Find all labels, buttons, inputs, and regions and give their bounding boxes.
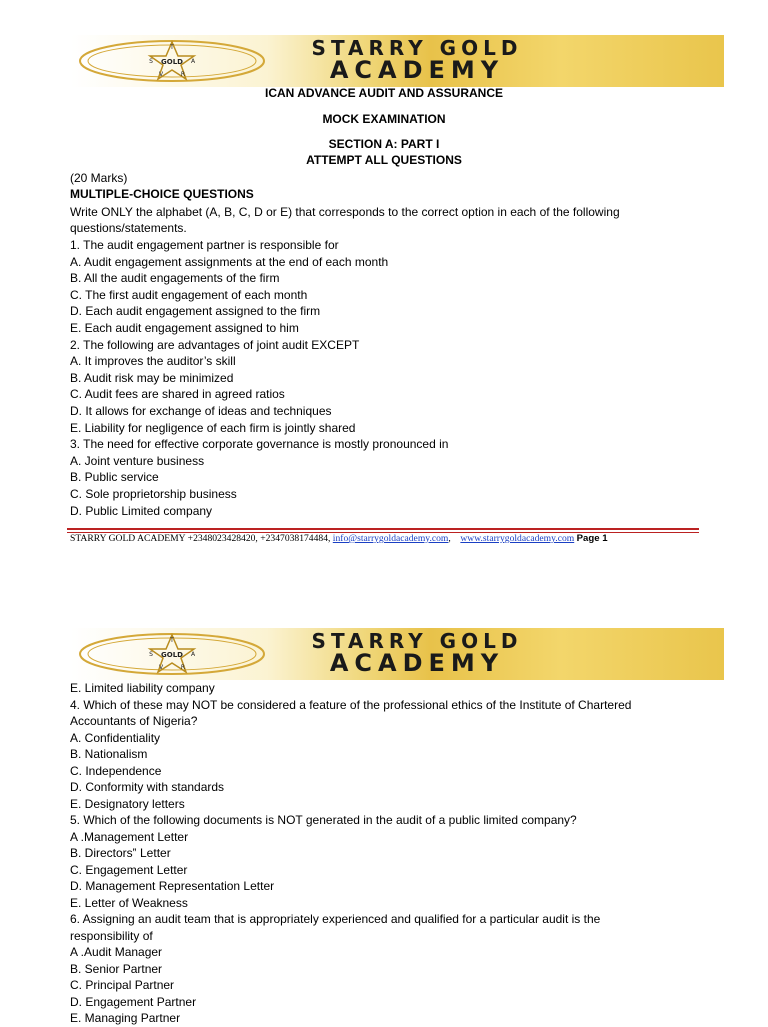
svg-text:GOLD: GOLD bbox=[161, 58, 183, 66]
footer-website-link[interactable]: www.starrygoldacademy.com bbox=[460, 533, 575, 544]
question-line: E. Designatory letters bbox=[70, 796, 185, 811]
question-line: D. Each audit engagement assigned to the firm bbox=[70, 304, 321, 319]
question-line: D. Engagement Partner bbox=[70, 994, 197, 1009]
intro-line-2: questions/statements. bbox=[70, 221, 187, 235]
question-line: E. Managing Partner bbox=[70, 1011, 181, 1025]
question-line: E. Each audit engagement assigned to him bbox=[70, 321, 299, 335]
svg-text:A: A bbox=[190, 651, 196, 658]
footer-email-link[interactable]: info@starrygoldacademy.com bbox=[332, 533, 449, 544]
question-line: A .Audit Manager bbox=[70, 945, 163, 959]
question-line: D. Public Limited company bbox=[70, 503, 213, 518]
question-line: C. Principal Partner bbox=[70, 978, 175, 992]
question-line: E. Letter of Weakness bbox=[70, 895, 188, 910]
question-line: B. Nationalism bbox=[70, 747, 148, 761]
footer-contact: STARRY GOLD ACADEMY +2348023428420, +2347038174484, bbox=[70, 533, 331, 544]
mcq-heading: MULTIPLE-CHOICE QUESTIONS bbox=[70, 187, 254, 201]
question-line: D. It allows for exchange of ideas and techniques bbox=[70, 404, 332, 418]
academy-banner bbox=[71, 35, 724, 87]
question-line: A .Management Letter bbox=[70, 829, 189, 844]
academy-name-line2: ACADEMY bbox=[329, 56, 505, 84]
question-line: D. Conformity with standards bbox=[70, 780, 225, 794]
question-line: A. Joint venture business bbox=[70, 453, 205, 468]
academy-name-line2: ACADEMY bbox=[329, 649, 505, 677]
question-line: 6. Assigning an audit team that is appropriately experienced and qualified for a particular audit is the bbox=[70, 912, 601, 926]
svg-text:S: S bbox=[149, 58, 153, 65]
svg-text:GOLD: GOLD bbox=[161, 651, 183, 659]
svg-text:R: R bbox=[180, 664, 186, 671]
page-footer bbox=[70, 533, 608, 544]
footer-divider bbox=[67, 528, 699, 530]
question-line: A. It improves the auditor’s skill bbox=[70, 354, 236, 369]
svg-text:T: T bbox=[170, 637, 174, 644]
svg-text:T: T bbox=[170, 44, 174, 51]
instruction-heading: ATTEMPT ALL QUESTIONS bbox=[306, 153, 462, 167]
svg-text:V: V bbox=[158, 664, 164, 671]
question-line: 2. The following are advantages of joint audit EXCEPT bbox=[70, 337, 360, 352]
question-line: C. The first audit engagement of each month bbox=[70, 287, 308, 302]
question-line: A. Audit engagement assignments at the end of each month bbox=[70, 254, 389, 269]
academy-name bbox=[267, 36, 567, 84]
svg-text:A: A bbox=[190, 58, 196, 65]
question-line: E. Limited liability company bbox=[70, 681, 215, 695]
question-line: responsibility of bbox=[70, 928, 153, 943]
question-line: B. Public service bbox=[70, 470, 159, 485]
question-line: C. Audit fees are shared in agreed ratios bbox=[70, 387, 285, 402]
question-line: Accountants of Nigeria? bbox=[70, 714, 198, 728]
question-line: 1. The audit engagement partner is responsible for bbox=[70, 238, 339, 252]
question-line: E. Liability for negligence of each firm is jointly shared bbox=[70, 420, 356, 435]
question-line: D. Management Representation Letter bbox=[70, 879, 275, 893]
academy-emblem-icon bbox=[77, 632, 267, 676]
question-line: B. All the audit engagements of the firm bbox=[70, 271, 280, 286]
question-line: A. Confidentiality bbox=[70, 730, 161, 745]
svg-text:S: S bbox=[149, 651, 153, 658]
question-line: B. Audit risk may be minimized bbox=[70, 370, 234, 385]
svg-text:V: V bbox=[158, 71, 164, 78]
page-number: Page 1 bbox=[576, 533, 608, 544]
academy-emblem-icon bbox=[77, 39, 267, 83]
academy-name-line1: STARRY GOLD bbox=[311, 36, 523, 60]
question-line: C. Sole proprietorship business bbox=[70, 487, 237, 501]
question-line: B. Senior Partner bbox=[70, 961, 163, 976]
marks-text: (20 Marks) bbox=[70, 171, 128, 185]
question-line: C. Engagement Letter bbox=[70, 862, 188, 877]
academy-banner-page2 bbox=[71, 628, 724, 680]
exam-subtitle: MOCK EXAMINATION bbox=[322, 112, 446, 126]
academy-name-line1: STARRY GOLD bbox=[311, 629, 523, 653]
question-line: 5. Which of the following documents is NOT generated in the audit of a public limited company? bbox=[70, 813, 577, 827]
footer-separator: , bbox=[448, 533, 451, 544]
exam-title: ICAN ADVANCE AUDIT AND ASSURANCE bbox=[264, 86, 503, 100]
question-line: C. Independence bbox=[70, 763, 162, 778]
question-line: B. Directors‟ Letter bbox=[70, 846, 171, 860]
svg-text:R: R bbox=[180, 71, 186, 78]
academy-name bbox=[267, 629, 567, 677]
intro-line-1: Write ONLY the alphabet (A, B, C, D or E) that corresponds to the correct option in each of the following bbox=[70, 205, 620, 219]
question-line: 3. The need for effective corporate governance is mostly pronounced in bbox=[70, 437, 449, 452]
section-heading: SECTION A: PART I bbox=[328, 137, 440, 151]
question-line: 4. Which of these may NOT be considered a feature of the professional ethics of the Institute of Chartered bbox=[70, 697, 632, 712]
